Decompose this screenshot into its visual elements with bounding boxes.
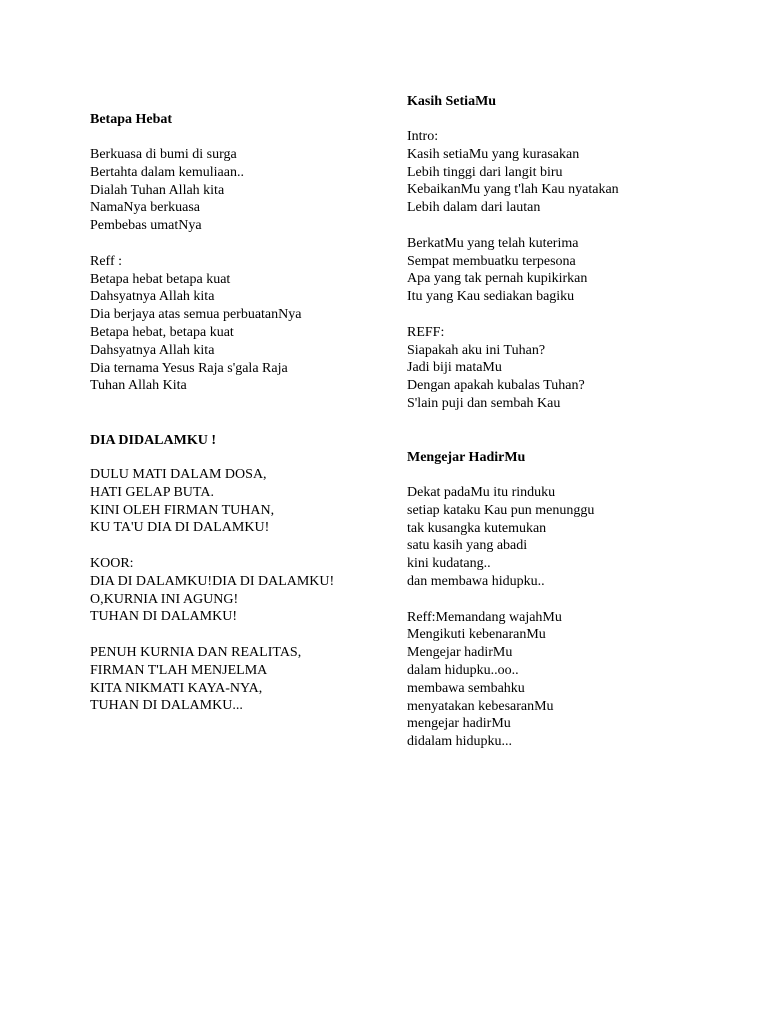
lyric-line: Dia ternama Yesus Raja s'gala Raja <box>90 360 288 376</box>
song-title: DIA DIDALAMKU ! <box>90 433 216 448</box>
lyric-line: NamaNya berkuasa <box>90 200 201 216</box>
lyric-line: S'lain puji dan sembah Kau <box>407 396 561 411</box>
lyric-line: TUHAN DI DALAMKU... <box>90 698 243 714</box>
lyric-line: Betapa hebat betapa kuat <box>90 271 231 287</box>
lyric-line: Dekat padaMu itu rinduku <box>407 485 556 500</box>
lyric-line: HATI GELAP BUTA. <box>90 484 214 500</box>
lyric-line: Lebih dalam dari lautan <box>407 200 541 216</box>
lyric-line: Apa yang tak pernah kupikirkan <box>407 271 588 287</box>
lyric-line: PENUH KURNIA DAN REALITAS, <box>90 645 302 660</box>
song-title: Betapa Hebat <box>90 112 173 127</box>
lyric-line: REFF: <box>407 324 445 340</box>
lyric-line: Dia berjaya atas semua perbuatanNya <box>90 307 302 323</box>
lyric-line: mengejar hadirMu <box>407 716 511 732</box>
lyric-line: menyatakan kebesaranMu <box>407 698 554 714</box>
lyric-line: O,KURNIA INI AGUNG! <box>90 591 239 607</box>
lyric-line: Sempat membuatku terpesona <box>407 253 576 269</box>
lyric-line: Bertahta dalam kemuliaan.. <box>90 164 244 180</box>
lyric-line: Jadi biji mataMu <box>407 360 502 376</box>
lyric-line: DIA DI DALAMKU!DIA DI DALAMKU! <box>90 573 335 589</box>
lyric-line: satu kasih yang abadi <box>407 538 528 554</box>
lyric-line: Tuhan Allah Kita <box>90 378 187 394</box>
lyric-line: KU TA'U DIA DI DALAMKU! <box>90 520 270 536</box>
lyric-line: Siapakah aku ini Tuhan? <box>407 342 546 358</box>
lyric-line: Reff:Memandang wajahMu <box>407 609 562 625</box>
song-title: Kasih SetiaMu <box>407 94 497 109</box>
song-title: Mengejar HadirMu <box>407 450 526 465</box>
lyric-line: KebaikanMu yang t'lah Kau nyatakan <box>407 182 619 198</box>
lyric-line: Berkuasa di bumi di surga <box>90 147 237 162</box>
lyric-line: Kasih setiaMu yang kurasakan <box>407 146 580 162</box>
lyric-line: Lebih tinggi dari langit biru <box>407 164 563 180</box>
lyric-line: Mengikuti kebenaranMu <box>407 627 546 643</box>
lyric-line: Dialah Tuhan Allah kita <box>90 182 225 198</box>
lyric-line: BerkatMu yang telah kuterima <box>407 235 579 251</box>
lyric-line: Itu yang Kau sediakan bagiku <box>407 289 575 305</box>
lyric-line: Pembebas umatNya <box>90 218 202 234</box>
lyric-line: Reff : <box>90 253 123 269</box>
lyric-line: didalam hidupku... <box>407 734 512 750</box>
lyric-line: KITA NIKMATI KAYA-NYA, <box>90 680 263 696</box>
lyric-line: setiap kataku Kau pun menunggu <box>407 502 595 518</box>
lyric-line: dan membawa hidupku.. <box>407 574 545 589</box>
lyric-line: TUHAN DI DALAMKU! <box>90 609 237 625</box>
lyric-line: Dahsyatnya Allah kita <box>90 342 215 358</box>
lyric-line: Dahsyatnya Allah kita <box>90 289 215 305</box>
lyric-line: kini kudatang.. <box>407 556 491 572</box>
lyric-line: Intro: <box>407 129 439 144</box>
lyric-line: KINI OLEH FIRMAN TUHAN, <box>90 502 275 518</box>
lyric-line: tak kusangka kutemukan <box>407 520 547 536</box>
lyric-line: Dengan apakah kubalas Tuhan? <box>407 378 585 394</box>
lyric-line: DULU MATI DALAM DOSA, <box>90 467 267 482</box>
lyric-line: FIRMAN T'LAH MENJELMA <box>90 662 268 678</box>
lyric-line: dalam hidupku..oo.. <box>407 663 519 678</box>
lyric-line: membawa sembahku <box>407 680 525 696</box>
lyric-line: KOOR: <box>90 556 134 571</box>
lyric-line: Betapa hebat, betapa kuat <box>90 325 234 340</box>
lyric-line: Mengejar hadirMu <box>407 645 513 661</box>
